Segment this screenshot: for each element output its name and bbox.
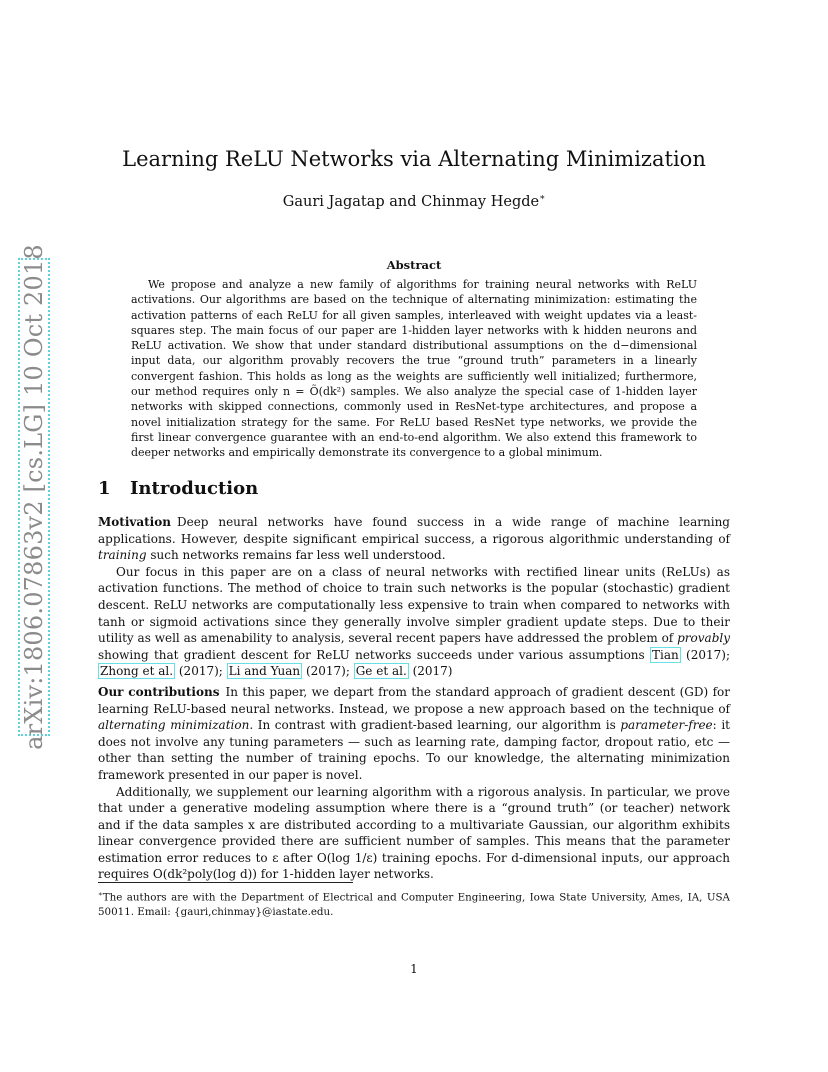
citation-link-tian[interactable]: Tian [652,647,679,662]
footnote [98,887,730,919]
paragraph-contributions [98,684,730,784]
abstract-text: We propose and analyze a new family of algorithms for training neural networks with ReLU activations. Our algorithms are based on the technique of alternating minimization: estimating the activation patterns of each ReLU for all given samples, interleaved with weight updates via a least-squares step. The main focus of our paper are 1-hidden layer networks with k hidden neurons and ReLU activation. We show that under standard distributional assumptions on the d−dimensional input data, our algorithm provably recovers the true “ground truth” parameters in a linearly convergent fashion. This holds as long as the weights are sufficiently well initialized; furthermore, our method requires only n = Õ(dk²) samples. We also analyze the special case of 1-hidden layer networks with skipped connections, commonly used in ResNet-type architectures, and propose a novel initialization strategy for the same. For ReLU based ResNet type networks, we provide the first linear convergence guarantee with an end-to-end algorithm. We also extend this framework to deeper networks and empirically demonstrate its convergence to a global minimum. [131,278,697,460]
emphasis: parameter-free [620,718,713,733]
text-segment: Our focus in this paper are on a class of neural networks with rectified linear units (ReLUs) as activation functions. The method of choice to train such networks is the popular (stochastic) gradient descent. ReLU networks are computationally less expensive to train when compared to networks with tanh or sigmoid activations since they generally involve simpler gradient update steps. Due to their utility as well as amenability to analysis, several recent papers have addressed the problem of [98,564,730,646]
citation-year: (2017); [680,647,730,662]
paragraph-motivation [98,514,730,564]
footnote-text: The authors are with the Department of Electrical and Computer Engineering, Iowa State University, Ames, IA, USA 50011. Email: {gauri,chinmay}@iastate.edu. [98,891,730,918]
section-body [98,514,730,883]
abstract-heading: Abstract [386,258,442,272]
emphasis: alternating minimization [98,718,250,733]
section-title: Introduction [130,478,259,499]
footnote-divider [98,882,353,883]
arxiv-identifier-stamp[interactable] [18,244,50,750]
citation-year: (2017); [175,664,227,679]
arxiv-identifier: arXiv:1806.07863v2 [cs.LG] 10 Oct 2018 [20,244,48,750]
footnote-mark: ∗ [98,890,103,898]
text-segment: . In contrast with gradient-based learning, our algorithm is [249,718,621,733]
citation-year: (2017) [408,664,453,679]
text-segment: In this paper, we depart from the standard approach of gradient descent (GD) for learning ReLU-based neural networks. Instead, we propose a new approach based on the technique of [98,684,730,716]
run-in-heading-contributions: Our contributions [98,684,220,699]
emphasis: provably [677,631,730,646]
author-footnote-mark[interactable]: ∗ [539,193,546,203]
author-line [98,193,730,210]
paragraph-focus [98,564,730,680]
author-names: Gauri Jagatap and Chinmay Hegde [282,193,540,210]
text-segment: showing that gradient descent for ReLU networks succeeds under various assumptions [98,647,650,662]
citation-link-ge[interactable]: Ge et al. [355,664,407,679]
emphasis: training [98,548,147,563]
paper-title: Learning ReLU Networks via Alternating Minimization [122,147,706,171]
text-segment: : it does not involve any tuning parameters — such as learning rate, damping factor, dropout ratio, etc — other than setting the number of training epochs. To our knowledge, the alternating minimization framework presented in our paper is novel. [98,718,730,782]
citation-link-li-yuan[interactable]: Li and Yuan [228,664,301,679]
section-number: 1 [98,478,111,499]
page-number: 1 [410,962,418,976]
paragraph-analysis: Additionally, we supplement our learning algorithm with a rigorous analysis. In particular, we prove that under a generative modeling assumption where there is a “ground truth” (or teacher) network and if the data samples x are distributed according to a multivariate Gaussian, our algorithm exhibits linear convergence provided there are sufficient number of samples. This means that the parameter estimation error reduces to ε after O(log 1/ε) training epochs. For d-dimensional inputs, our approach requires O(dk²poly(log d)) for 1-hidden layer networks. [98,784,730,882]
text-segment: Deep neural networks have found success in a wide range of machine learning applications. However, despite significant empirical success, a rigorous algorithmic understanding of [98,515,730,546]
citation-year: (2017); [302,664,354,679]
run-in-heading-motivation: Motivation [98,515,171,529]
section-heading [98,478,258,499]
citation-link-zhong[interactable]: Zhong et al. [100,664,174,679]
text-segment: such networks remains far less well understood. [146,548,446,563]
